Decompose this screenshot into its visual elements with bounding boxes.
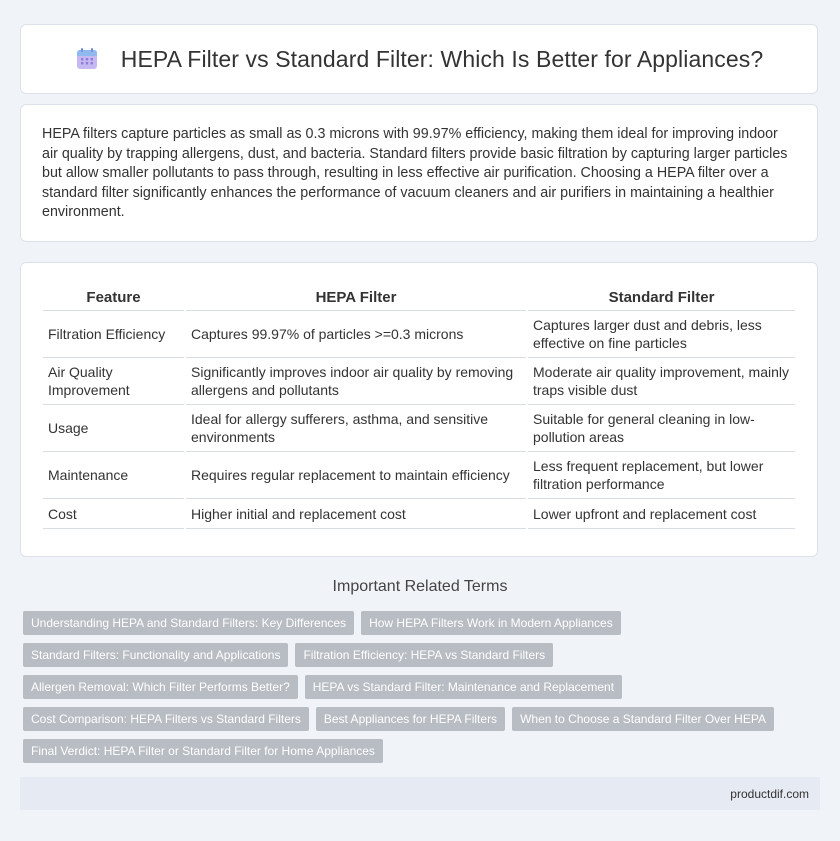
comparison-card: [20, 262, 818, 557]
related-term-tag[interactable]: Final Verdict: HEPA Filter or Standard Filter for Home Appliances: [23, 739, 383, 763]
hepa-cell: Significantly improves indoor air quality by removing allergens and pollutants: [186, 358, 526, 405]
standard-cell: Lower upfront and replacement cost: [528, 499, 795, 529]
header-standard-filter: Standard Filter: [528, 283, 795, 311]
feature-cell: Maintenance: [43, 452, 184, 499]
related-term-tag[interactable]: Allergen Removal: Which Filter Performs Better?: [23, 675, 298, 699]
table-header-row: [43, 283, 795, 311]
comparison-table: [41, 283, 797, 529]
standard-cell: Suitable for general cleaning in low-pollution areas: [528, 405, 795, 452]
related-terms-heading: Important Related Terms: [332, 578, 508, 595]
related-term-tag[interactable]: Filtration Efficiency: HEPA vs Standard Filters: [295, 643, 553, 667]
intro-paragraph: HEPA filters capture particles as small as 0.3 microns with 99.97% efficiency, making them ideal for improving indoor air quality by trapping allergens, dust, and bacteria. Standard filters provide basic filtration by capturing larger particles but allow smaller pollutants to pass through, resulting in less effective air purification. Choosing a HEPA filter over a standard filter significantly enhances the performance of vacuum cleaners and air purifiers in maintaining a healthier environment.: [42, 126, 788, 220]
related-term-tag[interactable]: Understanding HEPA and Standard Filters: Key Differences: [23, 611, 354, 635]
table-row: [43, 499, 795, 529]
related-term-tag[interactable]: How HEPA Filters Work in Modern Appliances: [361, 611, 621, 635]
feature-cell: Cost: [43, 499, 184, 529]
related-term-tag[interactable]: Standard Filters: Functionality and Applications: [23, 643, 288, 667]
table-row: [43, 452, 795, 499]
hepa-cell: Captures 99.97% of particles >=0.3 microns: [186, 311, 526, 358]
related-terms-tags: [23, 611, 813, 763]
header-hepa-filter: HEPA Filter: [186, 283, 526, 311]
footer-site-name[interactable]: productdif.com: [730, 786, 809, 801]
header-card: [20, 24, 818, 94]
related-term-tag[interactable]: When to Choose a Standard Filter Over HEPA: [512, 707, 774, 731]
feature-cell: Filtration Efficiency: [43, 311, 184, 358]
feature-cell: Air Quality Improvement: [43, 358, 184, 405]
hepa-cell: Higher initial and replacement cost: [186, 499, 526, 529]
header-inner: [75, 46, 763, 73]
standard-cell: Captures larger dust and debris, less effective on fine particles: [528, 311, 795, 358]
hepa-cell: Requires regular replacement to maintain efficiency: [186, 452, 526, 499]
table-row: [43, 405, 795, 452]
related-term-tag[interactable]: Best Appliances for HEPA Filters: [316, 707, 505, 731]
calendar-icon: [75, 47, 99, 71]
related-term-tag[interactable]: Cost Comparison: HEPA Filters vs Standard Filters: [23, 707, 309, 731]
standard-cell: Less frequent replacement, but lower filtration performance: [528, 452, 795, 499]
standard-cell: Moderate air quality improvement, mainly traps visible dust: [528, 358, 795, 405]
table-row: [43, 311, 795, 358]
page-title: HEPA Filter vs Standard Filter: Which Is Better for Appliances?: [120, 45, 764, 72]
header-feature: Feature: [43, 283, 184, 311]
hepa-cell: Ideal for allergy sufferers, asthma, and sensitive environments: [186, 405, 526, 452]
table-row: [43, 358, 795, 405]
related-term-tag[interactable]: HEPA vs Standard Filter: Maintenance and Replacement: [305, 675, 622, 699]
feature-cell: Usage: [43, 405, 184, 452]
footer-bar: [20, 777, 820, 810]
intro-card: [20, 104, 818, 242]
